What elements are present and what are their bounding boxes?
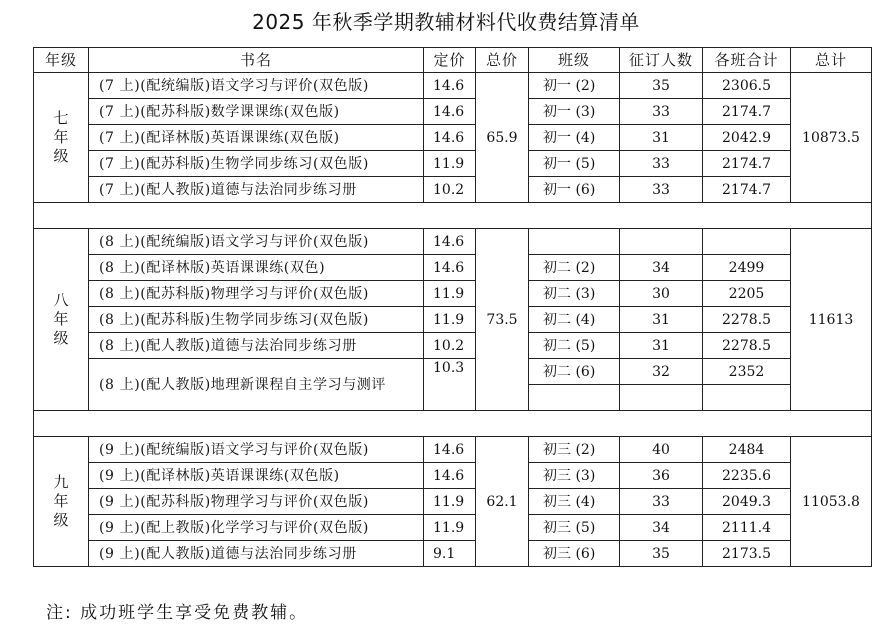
table-row: [34, 541, 872, 567]
class-total: 2174.7: [703, 99, 791, 125]
header-book: 书名: [89, 48, 424, 73]
book-name: (9 上)(配统编版)语文学习与评价(双色版): [89, 437, 424, 463]
class-count: 36: [620, 463, 703, 489]
page-title: 2025 年秋季学期教辅材料代收费结算清单: [252, 10, 640, 34]
book-name: (8 上)(配苏科版)物理学习与评价(双色版): [89, 281, 424, 307]
table-row: [34, 73, 872, 99]
book-price: 14.6: [424, 99, 476, 125]
class-count: 33: [620, 99, 703, 125]
book-price: 14.6: [424, 229, 476, 255]
table-row: [34, 229, 872, 255]
header-total-price: 总价: [476, 48, 529, 73]
header-grade: 年级: [34, 48, 89, 73]
grade-total-price: 73.5: [476, 229, 529, 411]
book-name: (7 上)(配人教版)道德与法治同步练习册: [89, 177, 424, 203]
class-name: 初一 (6): [529, 177, 620, 203]
class-name: 初三 (2): [529, 437, 620, 463]
book-price: 14.6: [424, 255, 476, 281]
table-row: [34, 463, 872, 489]
book-price: 14.6: [424, 463, 476, 489]
table-row: [34, 177, 872, 203]
class-total: 2499: [703, 255, 791, 281]
class-total: 2205: [703, 281, 791, 307]
class-name: 初二 (2): [529, 255, 620, 281]
header-row: [34, 48, 872, 73]
class-count: 31: [620, 333, 703, 359]
class-name: 初一 (3): [529, 99, 620, 125]
book-name: (8 上)(配译林版)英语课课练(双色): [89, 255, 424, 281]
header-price: 定价: [424, 48, 476, 73]
class-count: 32: [620, 359, 703, 385]
table-row: [34, 255, 872, 281]
spacer-row: [34, 203, 872, 229]
class-name: 初二 (3): [529, 281, 620, 307]
book-price: 11.9: [424, 515, 476, 541]
class-count: 31: [620, 125, 703, 151]
grade-cell-7: 七年级: [34, 73, 89, 203]
book-name: (9 上)(配上教版)化学学习与评价(双色版): [89, 515, 424, 541]
book-price: 14.6: [424, 125, 476, 151]
grade-total-price: 62.1: [476, 437, 529, 567]
footnote: 注: 成功班学生享受免费教辅。: [46, 603, 309, 623]
book-name: (9 上)(配译林版)英语课课练(双色版): [89, 463, 424, 489]
class-name: 初二 (6): [529, 359, 620, 385]
book-name: (8 上)(配苏科版)生物学同步练习(双色版): [89, 307, 424, 333]
table-row: [34, 515, 872, 541]
table-row: [34, 489, 872, 515]
table-row: [34, 437, 872, 463]
book-price: 10.2: [424, 333, 476, 359]
book-price: 10.3: [424, 359, 476, 411]
table-row: [34, 99, 872, 125]
class-count: 34: [620, 515, 703, 541]
table-row: [34, 359, 872, 385]
class-count: 35: [620, 541, 703, 567]
grade-grand-total: 11613: [791, 229, 872, 411]
class-count: 40: [620, 437, 703, 463]
book-price: 9.1: [424, 541, 476, 567]
class-total: 2352: [703, 359, 791, 385]
class-total: 2278.5: [703, 307, 791, 333]
grade-cell-9: 九年级: [34, 437, 89, 567]
class-name: 初一 (5): [529, 151, 620, 177]
class-name: 初三 (3): [529, 463, 620, 489]
book-price: 11.9: [424, 489, 476, 515]
header-class: 班级: [529, 48, 620, 73]
class-total: 2174.7: [703, 151, 791, 177]
book-price: 14.6: [424, 437, 476, 463]
book-name: (9 上)(配人教版)道德与法治同步练习册: [89, 541, 424, 567]
book-price: 14.6: [424, 73, 476, 99]
header-count: 征订人数: [620, 48, 703, 73]
book-name: (8 上)(配人教版)道德与法治同步练习册: [89, 333, 424, 359]
class-name: 初三 (6): [529, 541, 620, 567]
class-name: 初一 (4): [529, 125, 620, 151]
class-count: 33: [620, 177, 703, 203]
class-total: 2174.7: [703, 177, 791, 203]
class-count: 33: [620, 489, 703, 515]
class-name: 初二 (4): [529, 307, 620, 333]
class-name: 初三 (5): [529, 515, 620, 541]
table-row: [34, 307, 872, 333]
class-name: 初一 (2): [529, 73, 620, 99]
class-name: 初二 (5): [529, 333, 620, 359]
class-total: 2484: [703, 437, 791, 463]
class-total: 2173.5: [703, 541, 791, 567]
grade-cell-8: 八年级: [34, 229, 89, 411]
book-price: 10.2: [424, 177, 476, 203]
class-count: 34: [620, 255, 703, 281]
table-row: [34, 151, 872, 177]
book-price: 11.9: [424, 151, 476, 177]
class-count: 33: [620, 151, 703, 177]
class-total: 2111.4: [703, 515, 791, 541]
grade-grand-total: 10873.5: [791, 73, 872, 203]
book-name: (7 上)(配译林版)英语课课练(双色版): [89, 125, 424, 151]
class-total: 2235.6: [703, 463, 791, 489]
settlement-table: [33, 47, 872, 567]
book-name: (8 上)(配统编版)语文学习与评价(双色版): [89, 229, 424, 255]
grade-total-price: 65.9: [476, 73, 529, 203]
class-total: 2278.5: [703, 333, 791, 359]
class-count: 35: [620, 73, 703, 99]
class-total: 2049.3: [703, 489, 791, 515]
book-price: 11.9: [424, 307, 476, 333]
table-row: [34, 125, 872, 151]
spacer-row: [34, 411, 872, 437]
class-total: 2306.5: [703, 73, 791, 99]
grade-grand-total: 11053.8: [791, 437, 872, 567]
class-total: 2042.9: [703, 125, 791, 151]
header-class-total: 各班合计: [703, 48, 791, 73]
book-name: (7 上)(配苏科版)数学课课练(双色版): [89, 99, 424, 125]
book-name: (7 上)(配统编版)语文学习与评价(双色版): [89, 73, 424, 99]
book-name: (7 上)(配苏科版)生物学同步练习(双色版): [89, 151, 424, 177]
table-row: [34, 281, 872, 307]
class-count: 31: [620, 307, 703, 333]
class-count: 30: [620, 281, 703, 307]
book-name: (8 上)(配人教版)地理新课程自主学习与测评: [89, 359, 424, 411]
class-name: 初三 (4): [529, 489, 620, 515]
header-grand-total: 总计: [791, 48, 872, 73]
table-row: [34, 333, 872, 359]
book-name: (9 上)(配苏科版)物理学习与评价(双色版): [89, 489, 424, 515]
book-price: 11.9: [424, 281, 476, 307]
